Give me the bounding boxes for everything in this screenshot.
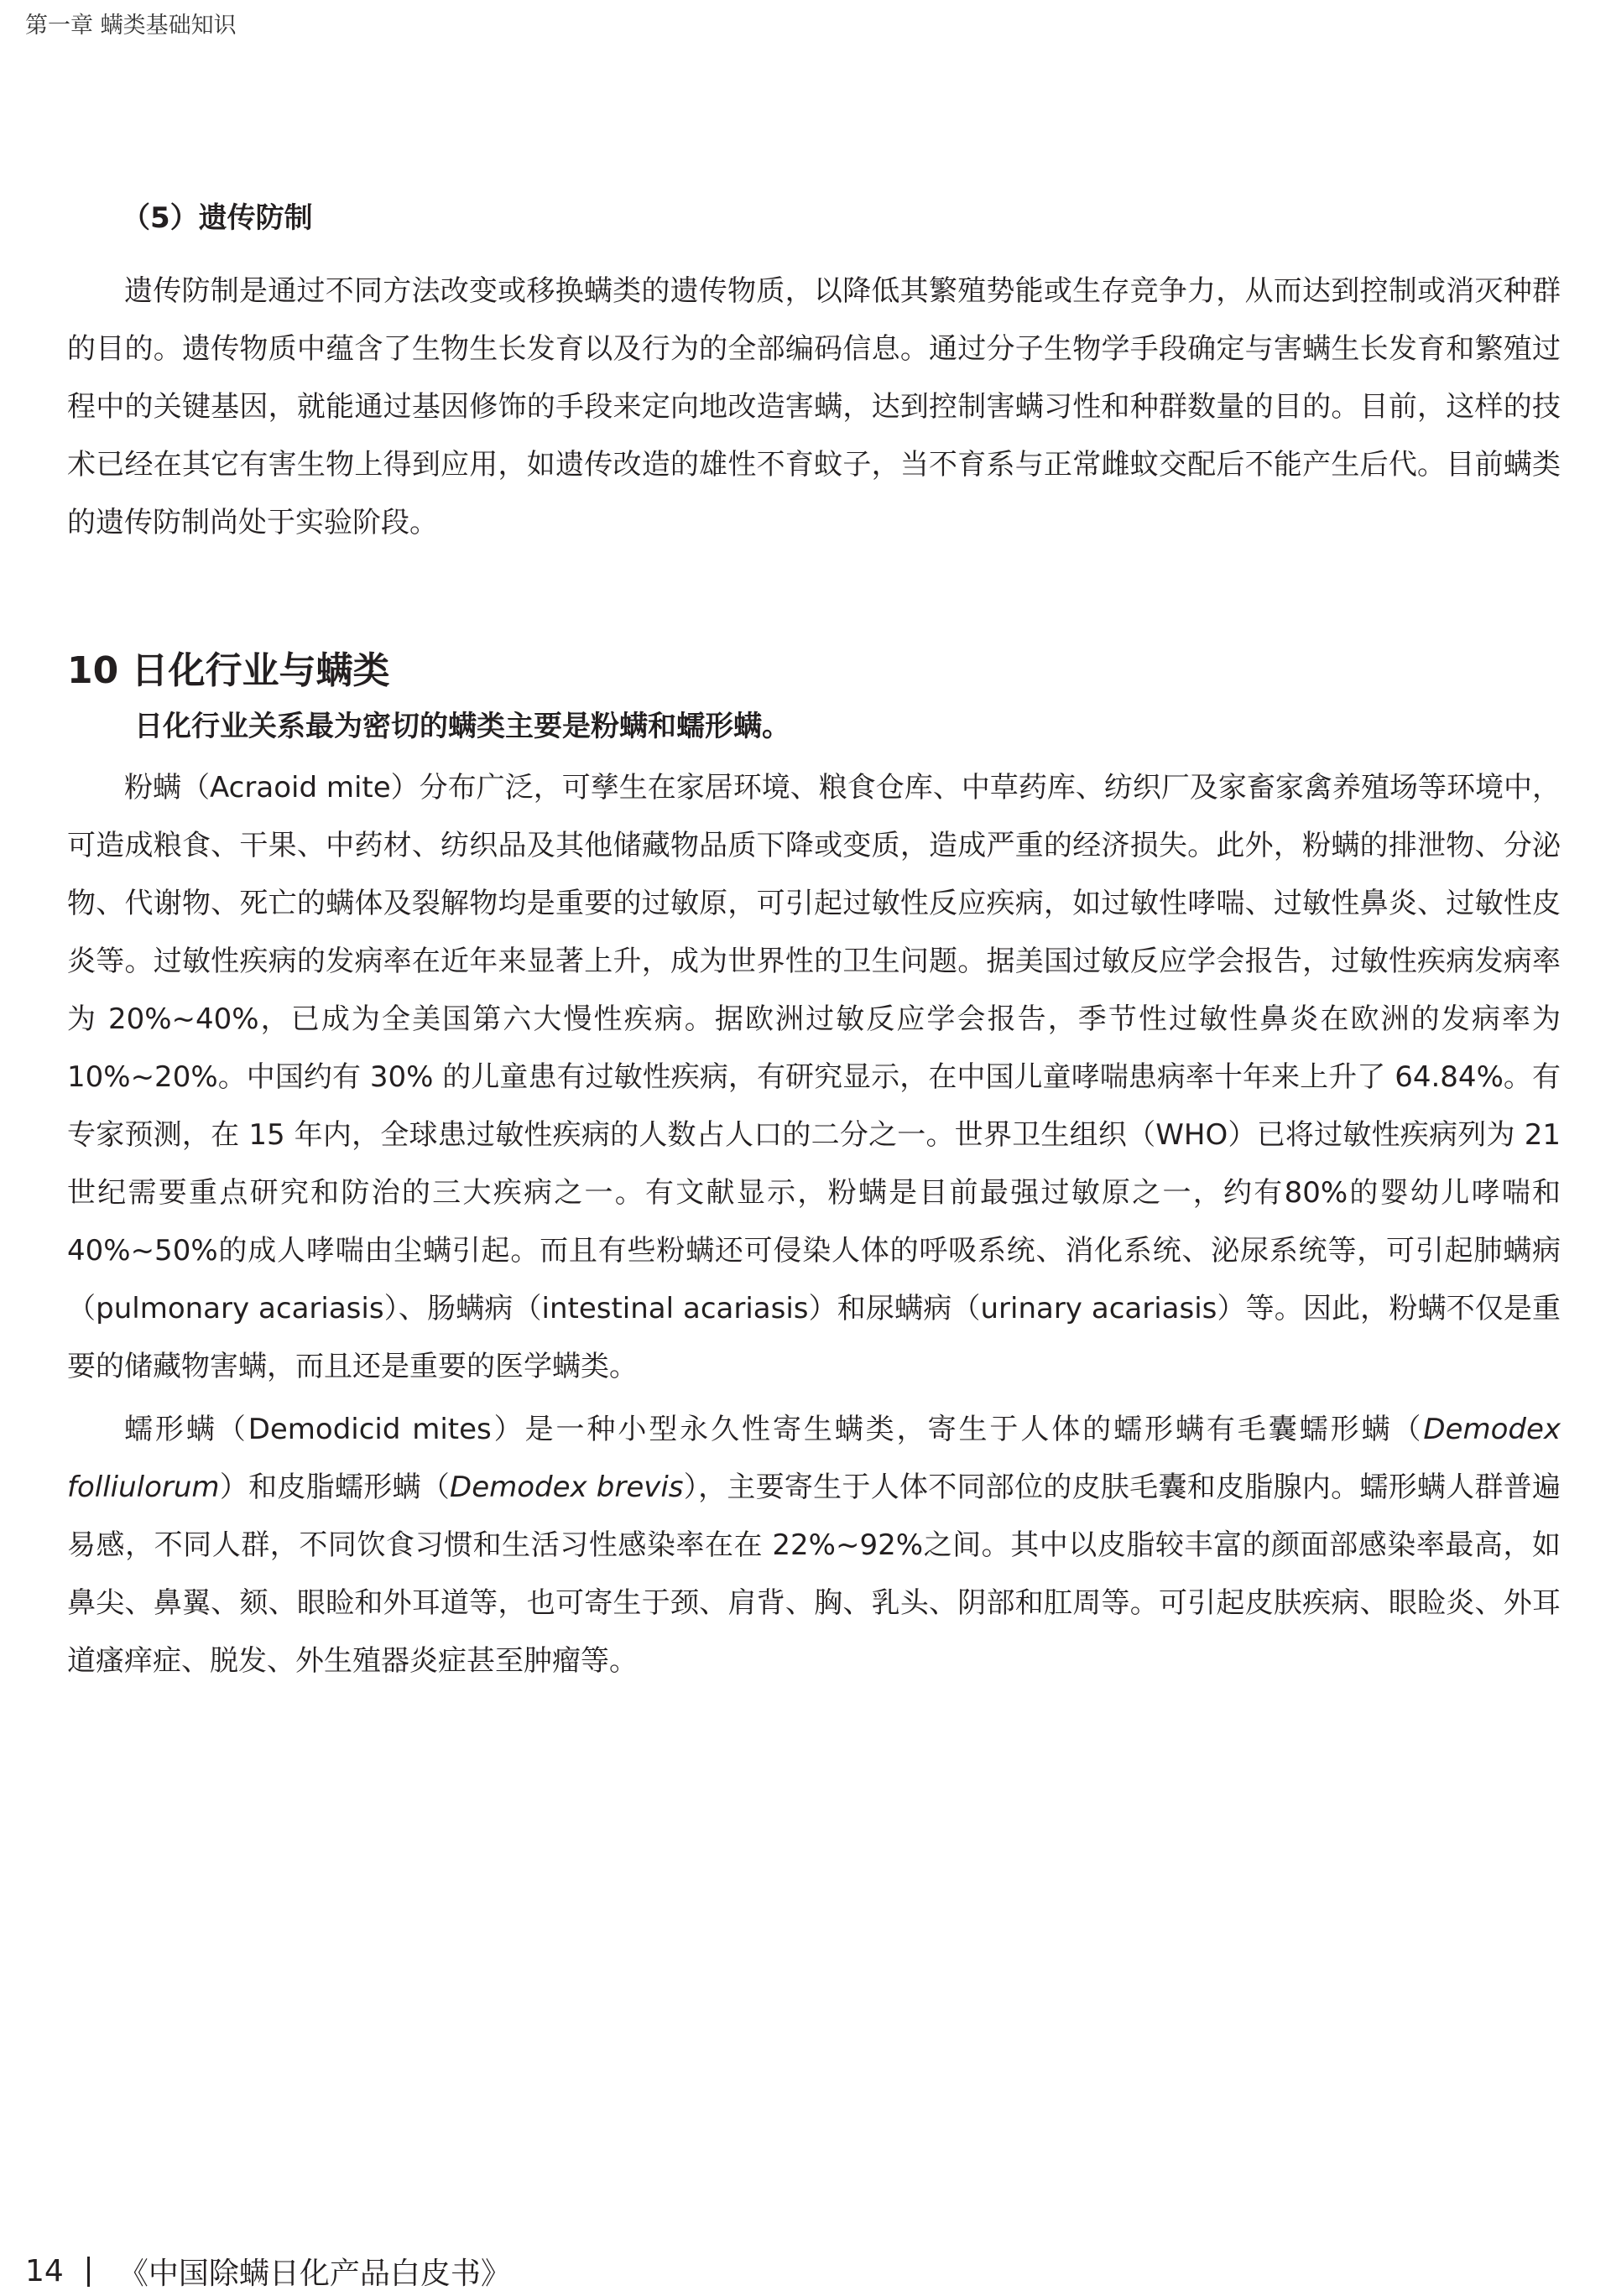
genetic-control-paragraph: 遗传防制是通过不同方法改变或移换螨类的遗传物质，以降低其繁殖势能或生存竞争力，从而达到控制或消灭种群的目的。遗传物质中蕴含了生物生长发育以及行为的全部编码信息。通过分子生物学手段确定与害螨生长发育和繁殖过程中的关键基因，就能通过基因修饰的手段来定向地改造害螨，达到控制害螨习性和种群数量的目的。目前，这样的技术已经在其它有害生物上得到应用，如遗传改造的雄性不育蚊子，当不育系与正常雌蚊交配后不能产生后代。目前螨类的遗传防制尚处于实验阶段。 — [67, 274, 1561, 539]
page-footer — [25, 2250, 511, 2293]
demodex-paragraph — [67, 1401, 1561, 1690]
page-number: 14 — [25, 2254, 64, 2288]
flour-mite-paragraph: 粉螨（Acraoid mite）分布广泛，可孳生在家居环境、粮食仓库、中草药库、纺织厂及家畜家禽养殖场等环境中，可造成粮食、干果、中药材、纺织品及其他储藏物品质下降或变质，造成严重的经济损失。此外，粉螨的排泄物、分泌物、代谢物、死亡的螨体及裂解物均是重要的过敏原，可引起过敏性反应疾病，如过敏性哮喘、过敏性鼻炎、过敏性皮炎等。过敏性疾病的发病率在近年来显著上升，成为世界性的卫生问题。据美国过敏反应学会报告，过敏性疾病发病率为 20%~40%，已成为全美国第六大慢性疾病。据欧洲过敏反应学会报告，季节性过敏性鼻炎在欧洲的发病率为 10%~20%。中国约有 30% 的儿童患有过敏性疾病，有研究显示，在中国儿童哮喘患病率十年来上升了 64.84%。有专家预测，在 15 年内，全球患过敏性疾病的人数占人口的二分之一。世界卫生组织（WHO）已将过敏性疾病列为 21 世纪需要重点研究和防治的三大疾病之一。有文献显示，粉螨是目前最强过敏原之一，约有80%的婴幼儿哮喘和40%~50%的成人哮喘由尘螨引起。而且有些粉螨还可侵染人体的呼吸系统、消化系统、泌尿系统等，可引起肺螨病（pulmonary acariasis）、肠螨病（intestinal acariasis）和尿螨病（urinary acariasis）等。因此，粉螨不仅是重要的储藏物害螨，而且还是重要的医学螨类。 — [67, 771, 1561, 1383]
running-header: 第一章 螨类基础知识 — [25, 13, 237, 39]
species-name: Demodex brevis — [450, 1471, 684, 1504]
demodex-text-part3: ），主要寄生于人体不同部位的皮肤毛囊和皮脂腺内。蠕形螨人群普遍易感，不同人群，不同饮食习惯和生活习性感染率在在 22%~92%之间。其中以皮脂较丰富的颜面部感染率最高，如鼻尖、鼻翼、颏、眼睑和外耳道等，也可寄生于颈、肩背、胸、乳头、阴部和肛周等。可引起皮肤疾病、眼睑炎、外耳道瘙痒症、脱发、外生殖器炎症甚至肿瘤等。 — [67, 1471, 1561, 1678]
species-name: Demodex folliulorum — [67, 1413, 1561, 1504]
footer-divider — [87, 2257, 90, 2287]
section-heading: 10 日化行业与螨类 — [67, 649, 390, 692]
publication-title: 《中国除螨日化产品白皮书》 — [117, 2257, 511, 2291]
genetic-control-block — [67, 263, 1561, 552]
subsection-heading: （5）遗传防制 — [122, 201, 313, 235]
demodex-text-part2: ）和皮脂蠕形螨（ — [219, 1471, 451, 1504]
demodex-text-part1: 蠕形螨（Demodicid mites）是一种小型永久性寄生螨类，寄生于人体的蠕形螨有毛囊蠕形螨（ — [124, 1413, 1424, 1446]
lead-sentence: 日化行业关系最为密切的螨类主要是粉螨和蠕形螨。 — [134, 710, 790, 743]
mites-block — [67, 759, 1561, 1690]
